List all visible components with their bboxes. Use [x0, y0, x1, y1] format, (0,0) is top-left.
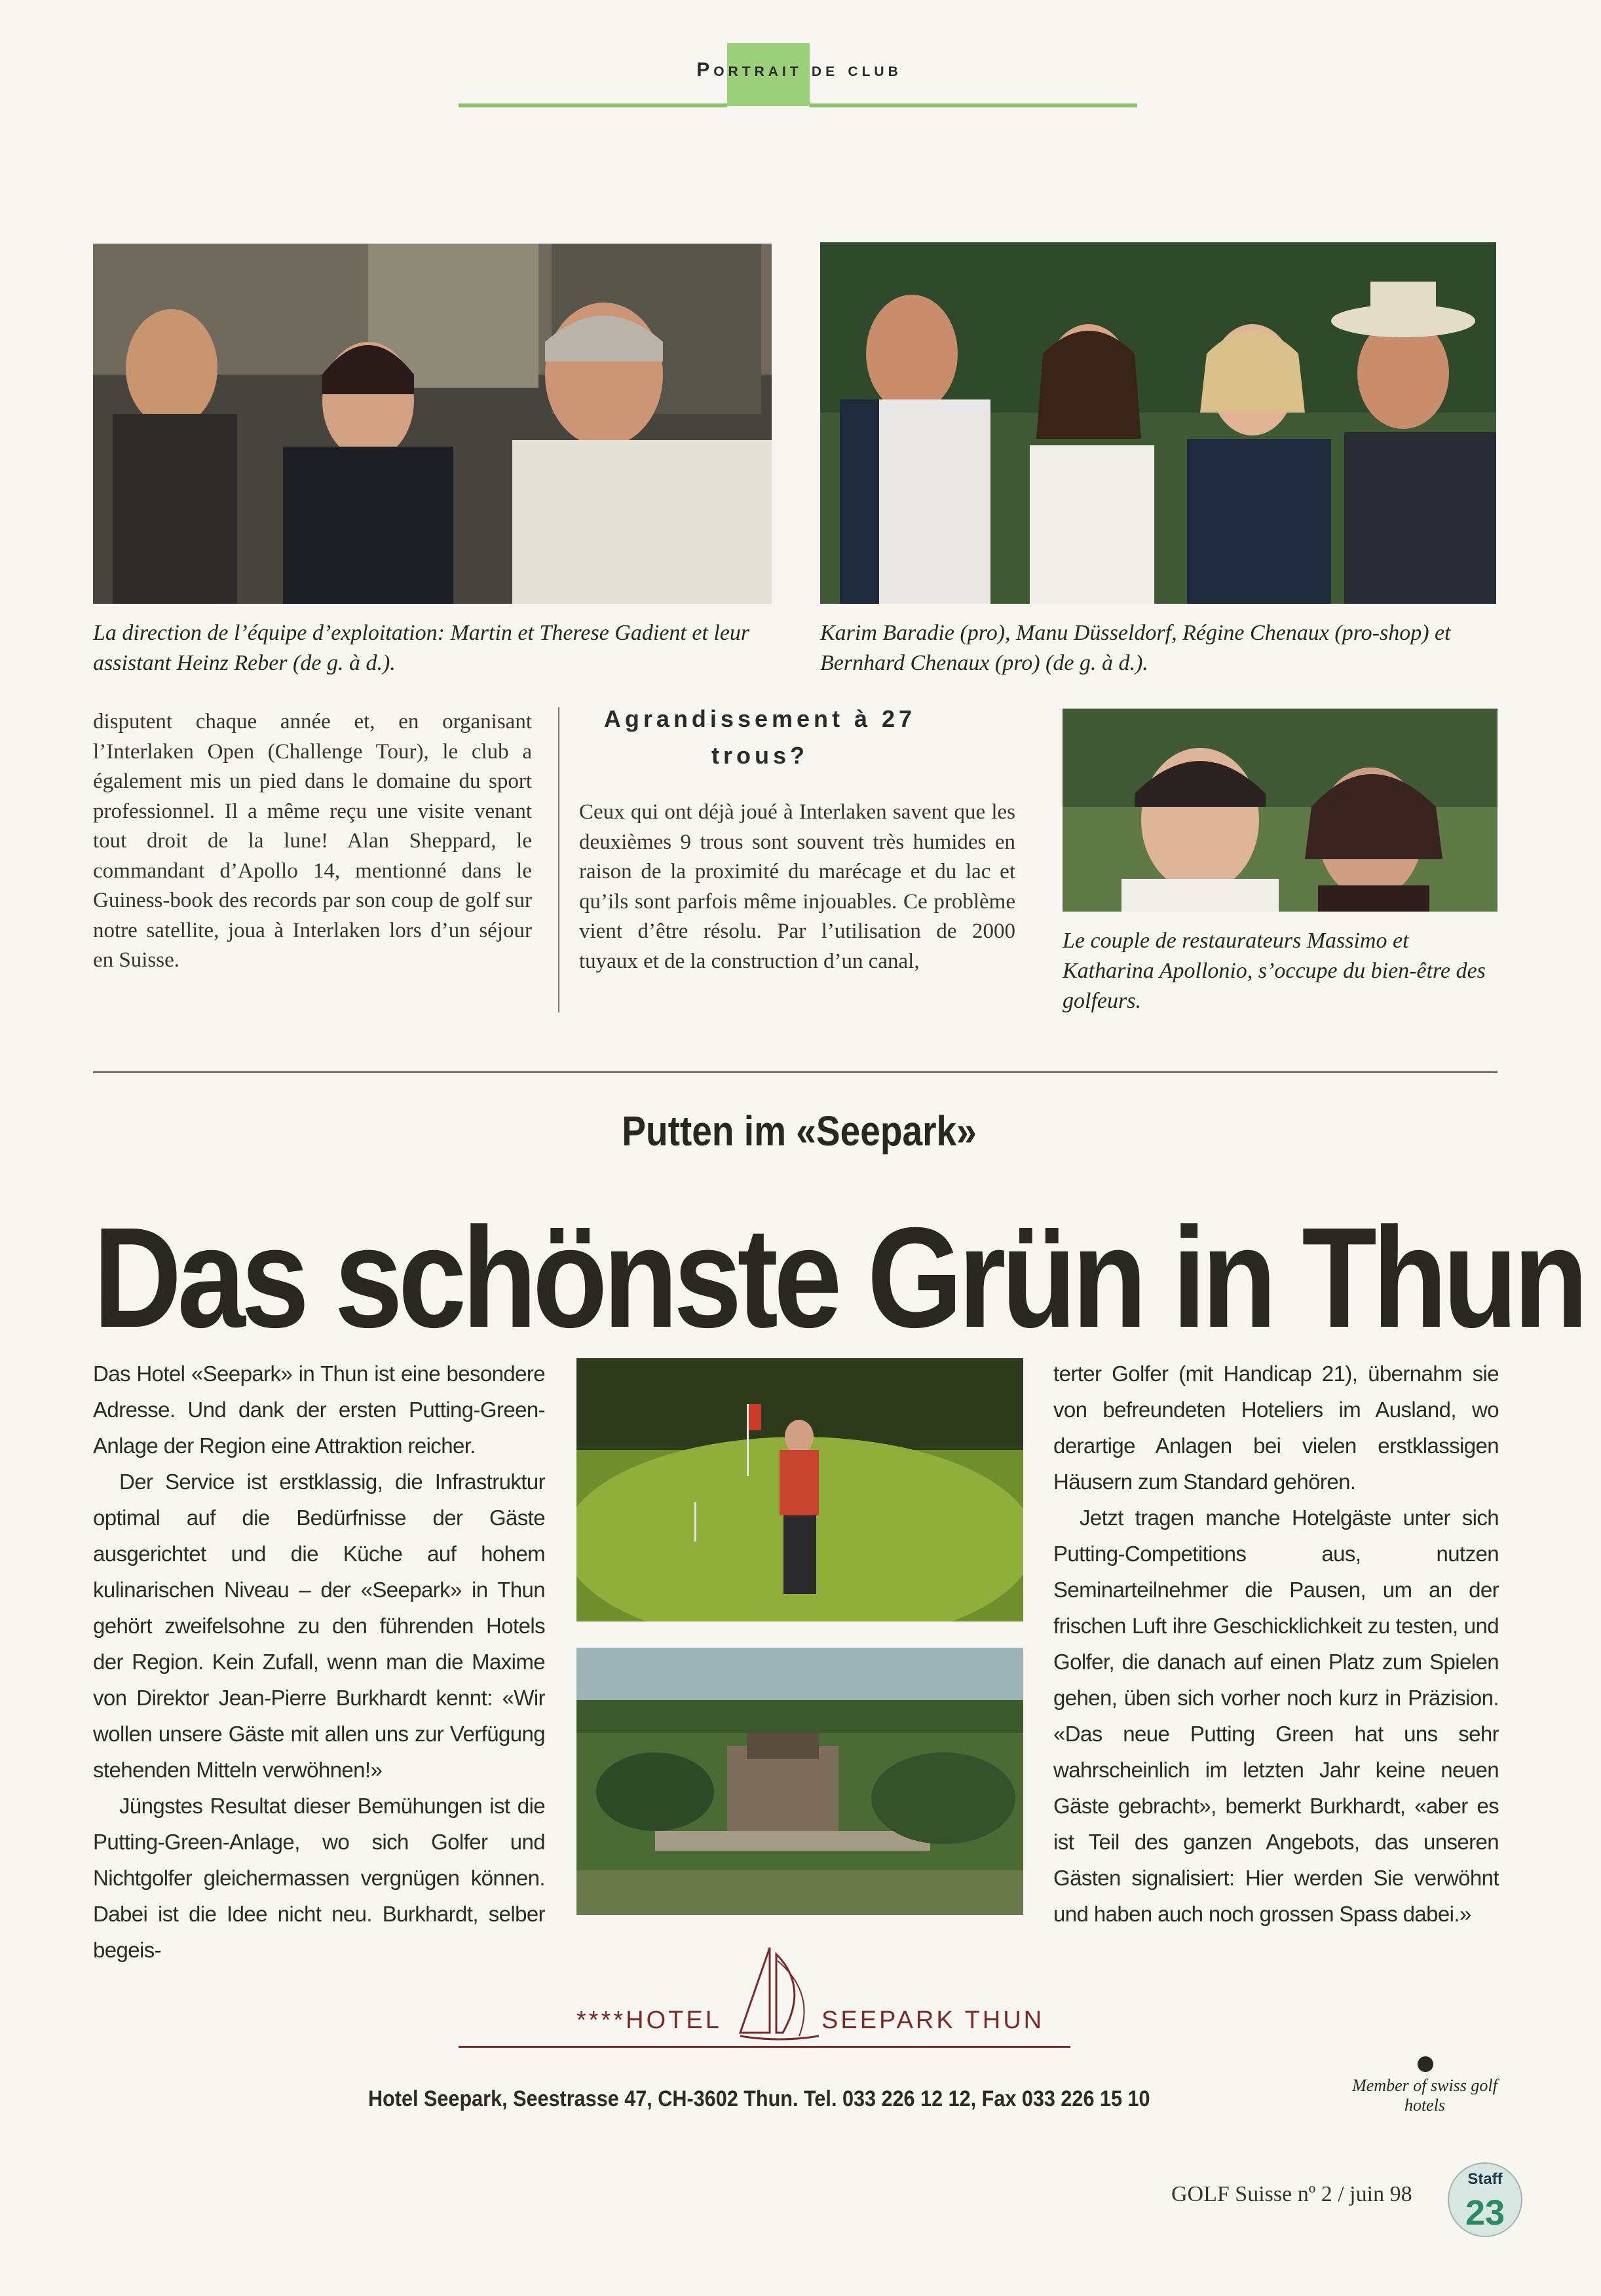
caption-restaurateurs: Le couple de restaurateurs Massimo et Katharina Apollonio, s’occupe du bien-être des golfeurs. [1063, 929, 1486, 1013]
german-article-col3 [1053, 1356, 1499, 1932]
caption-management-team: La direction de l’équipe d’exploitation: Martin et Therese Gadient et leur assistant Heinz Reber (de g. à d.). [93, 621, 750, 675]
photo-restaurateurs [1063, 709, 1497, 912]
french-article-col1 [93, 707, 532, 976]
german-col1-p3: Jüngstes Resultat dieser Bemühungen ist die Putting-Green-Anlage, wo sich Golfer und Nichtgolfer gleichermassen vergnügen können. Dabei ist die Idee nicht neu. Burkhardt, selber begeis- [93, 1794, 545, 1962]
french-col1-text: disputent chaque année et, en organisant l’Interlaken Open (Challenge Tour), le club a également mis un pied dans le domaine du sport professionnel. Il a même reçu une visite venant tout droit de la lune! Alan Sheppard, le commandant d’Apollo 14, mentionné dans le Guiness-book des records par son coup de golf sur notre satellite, joua à Interlaken lors d’un séjour en Suisse. [93, 710, 532, 972]
page-number: 23 [1465, 2193, 1505, 2232]
german-col3-p1: terter Golfer (mit Handicap 21), übernahm sie von befreundeten Hoteliers im Ausland, wo derartige Anlagen bei vielen erstklassigen Häusern zum Standard gehören. [1053, 1361, 1499, 1494]
german-col3-p2: Jetzt tragen manche Hotelgäste unter sich Putting-Competitions aus, nutzen Seminarteilnehmer die Pausen, um an der frischen Luft ihre Geschicklichkeit zu testen, und Golfer, die danach auf einen Platz zum Spielen gehen, üben sich vorher noch kurz in Präzision. «Das neue Putting Green hat uns sehr wahrscheinlich im letzten Jahr keine neuen Gäste gebracht», bemerkt Burkhardt, «aber es ist Teil des ganzen Angebots, das unseren Gästen signalisiert: Hier werden Sie verwöhnt und haben auch noch grossen Spass dabei.» [1053, 1506, 1499, 1926]
publication-info: GOLF Suisse nº 2 / juin 98 [1171, 2182, 1412, 2206]
header-rule-right [810, 103, 1137, 107]
section-divider [93, 1071, 1497, 1073]
french-article-col2 [579, 798, 1015, 976]
sailboat-logo-icon [737, 1941, 825, 2046]
page-badge [1448, 2162, 1522, 2237]
section-label: Portrait de club [696, 59, 902, 81]
photo-pros-team [820, 242, 1496, 604]
article-kicker: Putten im «Seepark» [622, 1107, 977, 1155]
photo-putting-green [576, 1358, 1023, 1621]
hotel-name-right: SEEPARK THUN [821, 2007, 1045, 2034]
article-headline: Das schönste Grün in Thun [93, 1198, 1584, 1358]
german-article-col1 [93, 1356, 545, 1968]
caption-pros-team: Karim Baradie (pro), Manu Düsseldorf, Régine Chenaux (pro-shop) et Bernhard Chenaux (pro) (de g. à d.). [820, 621, 1451, 675]
swiss-golf-hotels-icon [1418, 2056, 1433, 2072]
column-divider [558, 707, 559, 1012]
french-col2-text: Ceux qui ont déjà joué à Interlaken savent que les deuxièmes 9 trous sont souvent très humides en raison de la proximité du marécage et du lac et qu’ils sont parfois même injouables. Ce problème vient d’être résolu. Par l’utilisation de 2000 tuyaux et de la construction d’un canal, [579, 800, 1015, 973]
badge-brand: Staff [1467, 2170, 1503, 2188]
member-note: Member of swiss golf hotels [1352, 2076, 1497, 2115]
header-rule-left [459, 103, 727, 107]
french-subhead: Agrandissement à 27 trous? [603, 705, 916, 769]
hotel-name-left: ****HOTEL [576, 2007, 722, 2034]
ad-rule [459, 2046, 1070, 2048]
german-col1-p2: Der Service ist erstklassig, die Infrastruktur optimal auf die Bedürfnisse der Gäste ausgerichtet und die Küche auf hohem kulinarischen Niveau – der «Seepark» in Thun gehört zweifelsohne zu den führenden Hotels der Region. Kein Zufall, wenn man die Maxime von Direktor Jean-Pierre Burkhardt kennt: «Wir wollen unsere Gäste mit allen uns zur Verfügung stehenden Mitteln verwöhnen!» [93, 1470, 545, 1782]
german-col1-p1: Das Hotel «Seepark» in Thun ist eine besondere Adresse. Und dank der ersten Putting-Green-Anlage der Region eine Attraktion reicher. [93, 1361, 545, 1458]
photo-management-team [93, 244, 772, 604]
hotel-address: Hotel Seepark, Seestrasse 47, CH-3602 Thun. Tel. 033 226 12 12, Fax 033 226 15 10 [368, 2086, 1150, 2111]
photo-hotel-aerial [576, 1648, 1023, 1915]
